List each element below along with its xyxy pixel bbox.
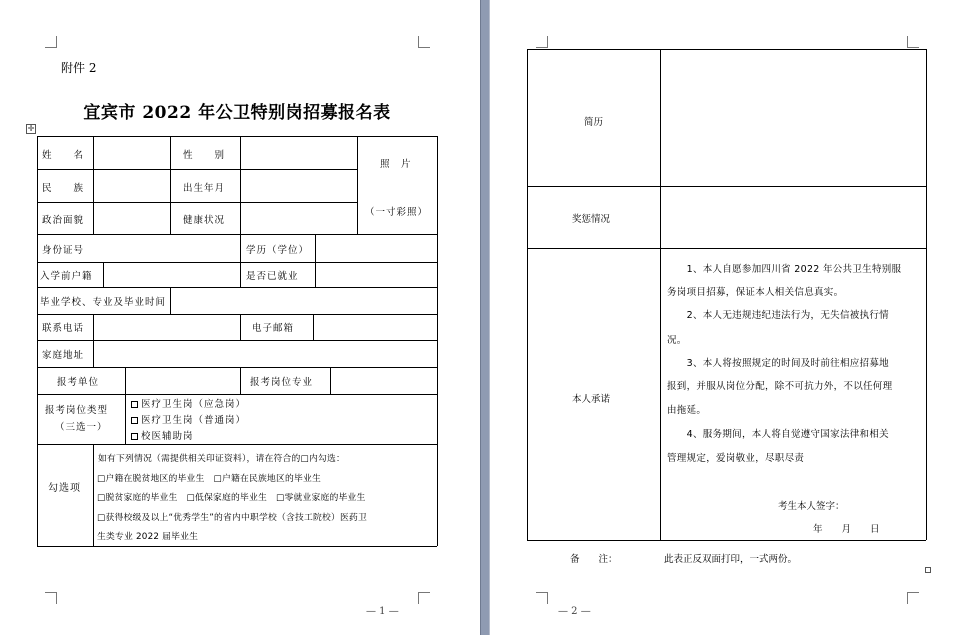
label-employed: 是否已就业	[246, 271, 299, 282]
label-apply-unit: 报考单位	[57, 377, 100, 388]
label-photo-note: （一寸彩照）	[365, 207, 429, 218]
label-tick: 勾选项	[48, 483, 81, 494]
pledge-line: 2、本人无违规违纪违法行为，无失信被执行情	[667, 310, 889, 321]
label-phone: 联系电话	[42, 323, 85, 334]
label-pledge: 本人承诺	[572, 394, 611, 405]
crop-mark	[907, 592, 919, 604]
pledge-line: 报到，并服从岗位分配，除不可抗力外，不以任何理	[667, 381, 893, 392]
label-position-type-note: （三选一）	[55, 422, 108, 433]
crop-mark	[536, 36, 548, 48]
signature-label: 考生本人签字：	[778, 501, 845, 512]
tick-intro: 如有下列情况（需提供相关印证资料），请在符合的□内勾选：	[98, 454, 346, 464]
checkbox[interactable]	[131, 417, 138, 424]
crop-mark	[45, 36, 57, 48]
remark-label: 备 注：	[570, 554, 618, 565]
date-label: 年 月 日	[813, 524, 880, 535]
crop-mark	[536, 592, 548, 604]
pledge-line: 3、本人将按照规定的时间及时前往相应招募地	[667, 358, 889, 369]
pledge-line: 管理规定，爱岗敬业，尽职尽责	[667, 453, 805, 464]
table-move-handle-icon[interactable]: ✛	[27, 124, 35, 133]
form-title: 宜宾市 2022 年公卫特别岗招募报名表	[83, 103, 391, 123]
label-email: 电子邮箱	[252, 323, 295, 334]
page-number: — 2 —	[558, 606, 591, 617]
position-option[interactable]: 医疗卫生岗（应急岗）	[131, 398, 246, 411]
label-education: 学历（学位）	[246, 245, 310, 256]
label-ethnicity: 民 族	[42, 183, 85, 194]
paragraph-mark-icon	[925, 567, 931, 573]
pledge-line: 4、服务期间，本人将自觉遵守国家法律和相关	[667, 429, 889, 440]
tick-line: 生类专业 2022 届毕业生	[97, 532, 199, 542]
annex-label: 附件 2	[61, 61, 97, 75]
position-option[interactable]: 医疗卫生岗（普通岗）	[131, 414, 246, 427]
pledge-line: 务岗项目招募，保证本人相关信息真实。	[667, 287, 844, 298]
label-awards: 奖惩情况	[572, 214, 611, 225]
pledge-line: 1、本人自愿参加四川省 2022 年公共卫生特别服	[667, 264, 902, 275]
label-name: 姓 名	[42, 150, 85, 161]
label-birth: 出生年月	[183, 183, 226, 194]
pledge-line: 况。	[667, 335, 687, 346]
label-hukou: 入学前户籍	[40, 271, 93, 282]
label-health: 健康状况	[183, 215, 226, 226]
tick-line: □脱贫家庭的毕业生 □低保家庭的毕业生 □零就业家庭的毕业生	[97, 493, 366, 503]
crop-mark	[418, 592, 430, 604]
page-gutter	[480, 0, 490, 635]
checkbox[interactable]	[131, 433, 138, 440]
crop-mark	[418, 36, 430, 48]
label-gender: 性 别	[183, 150, 226, 161]
tick-line: □户籍在脱贫地区的毕业生 □户籍在民族地区的毕业生	[97, 474, 321, 484]
label-political: 政治面貌	[42, 215, 85, 226]
crop-mark	[45, 592, 57, 604]
label-position-type: 报考岗位类型	[45, 405, 109, 416]
crop-mark	[907, 36, 919, 48]
label-resume: 简历	[584, 117, 604, 128]
label-apply-major: 报考岗位专业	[250, 377, 314, 388]
tick-line: □获得校级及以上“优秀学生”的省内中职学校（含技工院校）医药卫	[97, 513, 367, 523]
pledge-line: 由拖延。	[667, 405, 707, 416]
label-school: 毕业学校、专业及毕业时间	[40, 297, 167, 308]
position-option[interactable]: 校医辅助岗	[131, 430, 194, 443]
remark-text: 此表正反双面打印，一式两份。	[664, 554, 798, 565]
checkbox[interactable]	[131, 401, 138, 408]
page-number: — 1 —	[366, 606, 399, 617]
label-id-number: 身份证号	[42, 245, 85, 256]
label-photo: 照 片	[380, 159, 412, 170]
document-page-1	[0, 0, 480, 635]
label-address: 家庭地址	[42, 350, 85, 361]
